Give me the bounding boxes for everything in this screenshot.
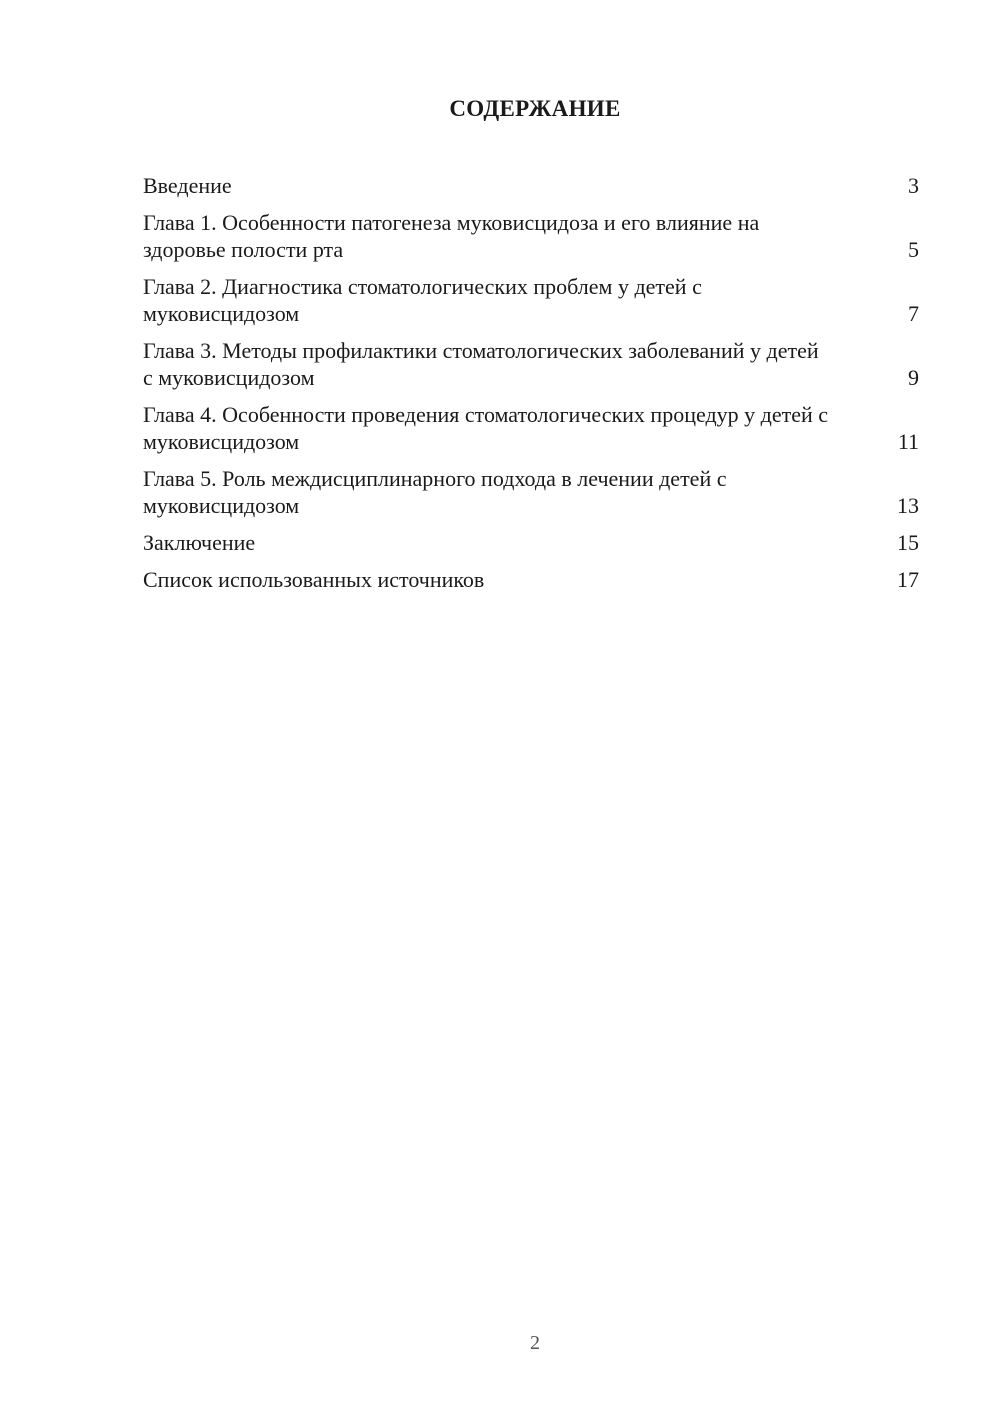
toc-entry-text: Глава 1. Особенности патогенеза муковисцидоза и его влияние на здоровье полости рта (143, 210, 760, 262)
toc-entry-page: 5 (908, 237, 919, 262)
toc-entry (143, 273, 919, 327)
toc-entry-text: Глава 2. Диагностика стоматологических проблем у детей с муковисцидозом (143, 274, 702, 326)
toc-entry-text: Список использованных источников (143, 567, 485, 592)
toc-entry (143, 172, 919, 199)
toc-entry-page: 3 (908, 173, 919, 198)
toc-entry (143, 401, 919, 455)
toc-entry-text: Глава 4. Особенности проведения стоматологических процедур у детей с муковисцидозом (143, 402, 829, 454)
toc-entry (143, 529, 919, 556)
toc-entry-page: 13 (897, 493, 919, 518)
toc-entry-page: 15 (897, 530, 919, 555)
toc-entry (143, 337, 919, 391)
toc-entry-page: 17 (897, 567, 919, 592)
toc-entry-page: 11 (897, 429, 919, 454)
toc-entry-page: 7 (908, 301, 919, 326)
toc-entry-text: Заключение (143, 530, 256, 555)
toc-entry (143, 209, 919, 263)
toc-entry (143, 566, 919, 593)
page-number: 2 (530, 1332, 540, 1354)
toc-entry (143, 465, 919, 519)
toc-title: СОДЕРЖАНИЕ (449, 96, 621, 121)
toc-entry-text: Глава 3. Методы профилактики стоматологических заболеваний у детей с муковисцидозом (143, 338, 819, 390)
table-of-contents (143, 172, 919, 603)
toc-entry-text: Глава 5. Роль междисциплинарного подхода в лечении детей с муковисцидозом (143, 466, 727, 518)
toc-entry-page: 9 (908, 365, 919, 390)
toc-entry-text: Введение (143, 173, 232, 198)
